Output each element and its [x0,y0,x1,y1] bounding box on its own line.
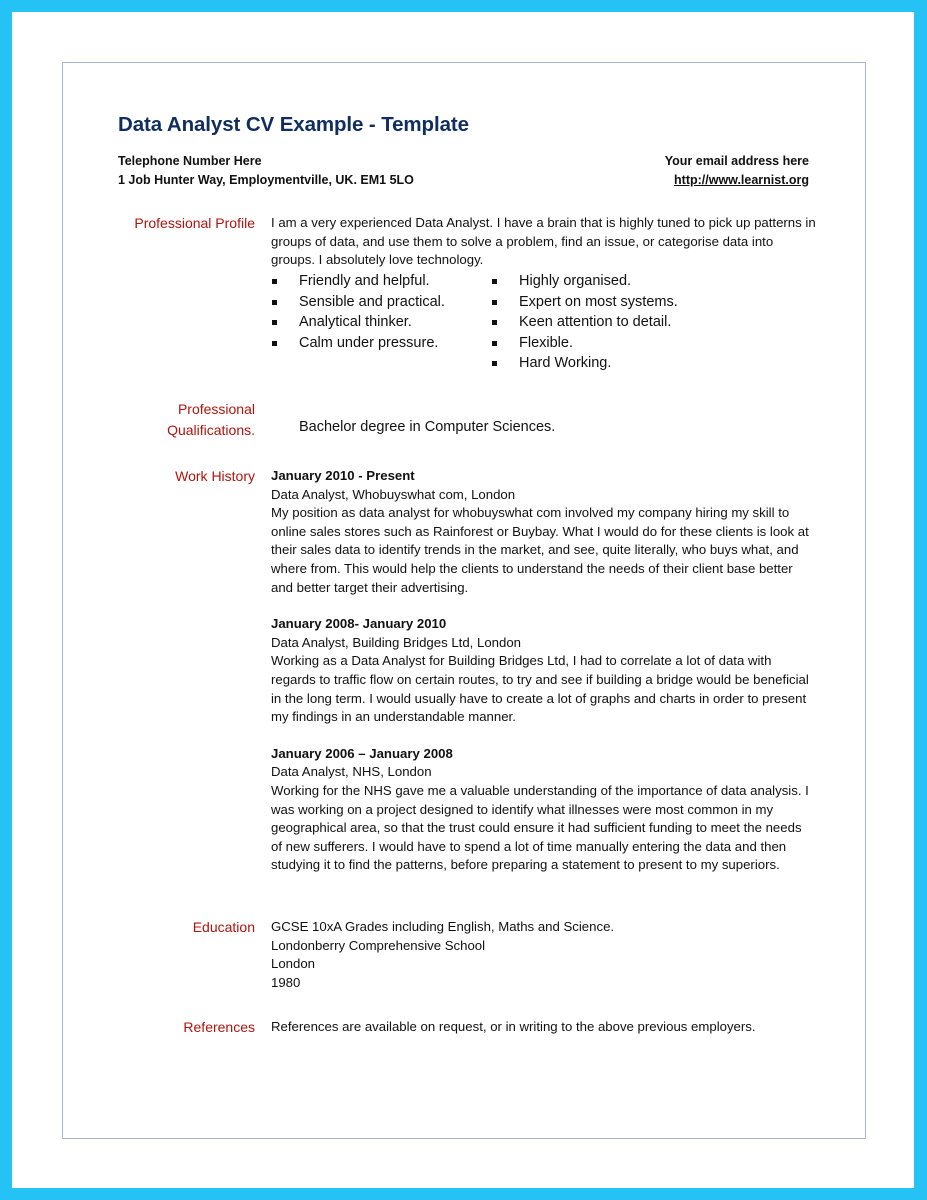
references-text: References are available on request, or in writing to the above previous employers. [271,1019,756,1034]
education-line: London [271,956,316,972]
bullet-item: Highly organised. [491,271,678,292]
section-label-education: Education [192,919,255,935]
job-description: My position as data analyst for whobuyswhat com involved my company hiring my skill to online sales stores such as Rainforest or Buybay. What I would do for these clients is look at their sales data to identify trends in the market, and see, quite literally, who buys what, and where from. This would help the clients to understand the needs of their client base better and better target their advertising. [271,505,809,595]
job-date: January 2006 – January 2008 [271,745,453,761]
section-label-profile: Professional Profile [134,215,255,231]
job-entry [271,615,816,727]
bullet-item: Expert on most systems. [491,292,678,313]
bullet-item: Calm under pressure. [271,333,445,354]
bullet-item: Flexible. [491,333,678,354]
job-date: January 2008- January 2010 [271,616,447,632]
profile-text: I am a very experienced Data Analyst. I have a brain that is highly tuned to pick up patterns in groups of data, and use them to solve a problem, find an issue, or categorise data into groups. I absolutely love technology. [271,215,816,268]
job-description: Working as a Data Analyst for Building Bridges Ltd, I had to correlate a lot of data with regards to traffic flow on certain routes, to try and see if building a bridge would be beneficial in the long term. I would usually have to create a lot of graphs and charts in order to present my findings in an understandable manner. [271,653,809,725]
cv-title: Data Analyst CV Example - Template [118,113,469,136]
bullet-item: Friendly and helpful. [271,271,445,292]
education-details [271,918,816,992]
job-role: Data Analyst, Building Bridges Ltd, London [271,634,521,650]
cv-content [63,63,865,1138]
job-role: Data Analyst, Whobuyswhat com, London [271,486,516,502]
telephone: Telephone Number Here [118,154,262,168]
email: Your email address here [664,154,809,168]
address: 1 Job Hunter Way, Employmentville, UK. EM1 5LO [118,173,414,187]
education-line: 1980 [271,974,301,990]
job-date: January 2010 - Present [271,468,415,483]
job-entry [271,745,816,875]
profile-bullets-right [491,271,678,374]
job-entry [271,467,816,597]
work-history-list [271,467,816,893]
section-label-qualifications: Professional Qualifications. [167,401,255,438]
bullet-item: Analytical thinker. [271,312,445,333]
profile-bullets-left [271,271,445,353]
website-link[interactable]: http://www.learnist.org [674,173,809,187]
job-description: Working for the NHS gave me a valuable understanding of the importance of data analysis. I was working on a project designed to identify what illnesses were most common in my geographical area, so that the trust could ensure it had sufficient funding to meet the needs of new sufferers. I would have to spend a lot of time manually entering the data and then studying it to find the patterns, before preparing a statement to present to my superiors. [271,782,809,873]
bullet-item: Sensible and practical. [271,292,445,313]
bullet-item: Hard Working. [491,353,678,374]
cv-frame [62,62,866,1139]
contact-right [665,152,809,190]
bullet-item: Keen attention to detail. [491,312,678,333]
page [12,12,914,1188]
job-role: Data Analyst, NHS, London [271,764,432,780]
education-line: GCSE 10xA Grades including English, Maths and Science. [271,919,615,934]
section-label-work-history: Work History [175,468,255,484]
section-label-references: References [183,1019,255,1035]
contact-left [118,152,414,190]
qualification-text: Bachelor degree in Computer Sciences. [299,419,556,435]
education-line: Londonberry Comprehensive School [271,937,486,953]
